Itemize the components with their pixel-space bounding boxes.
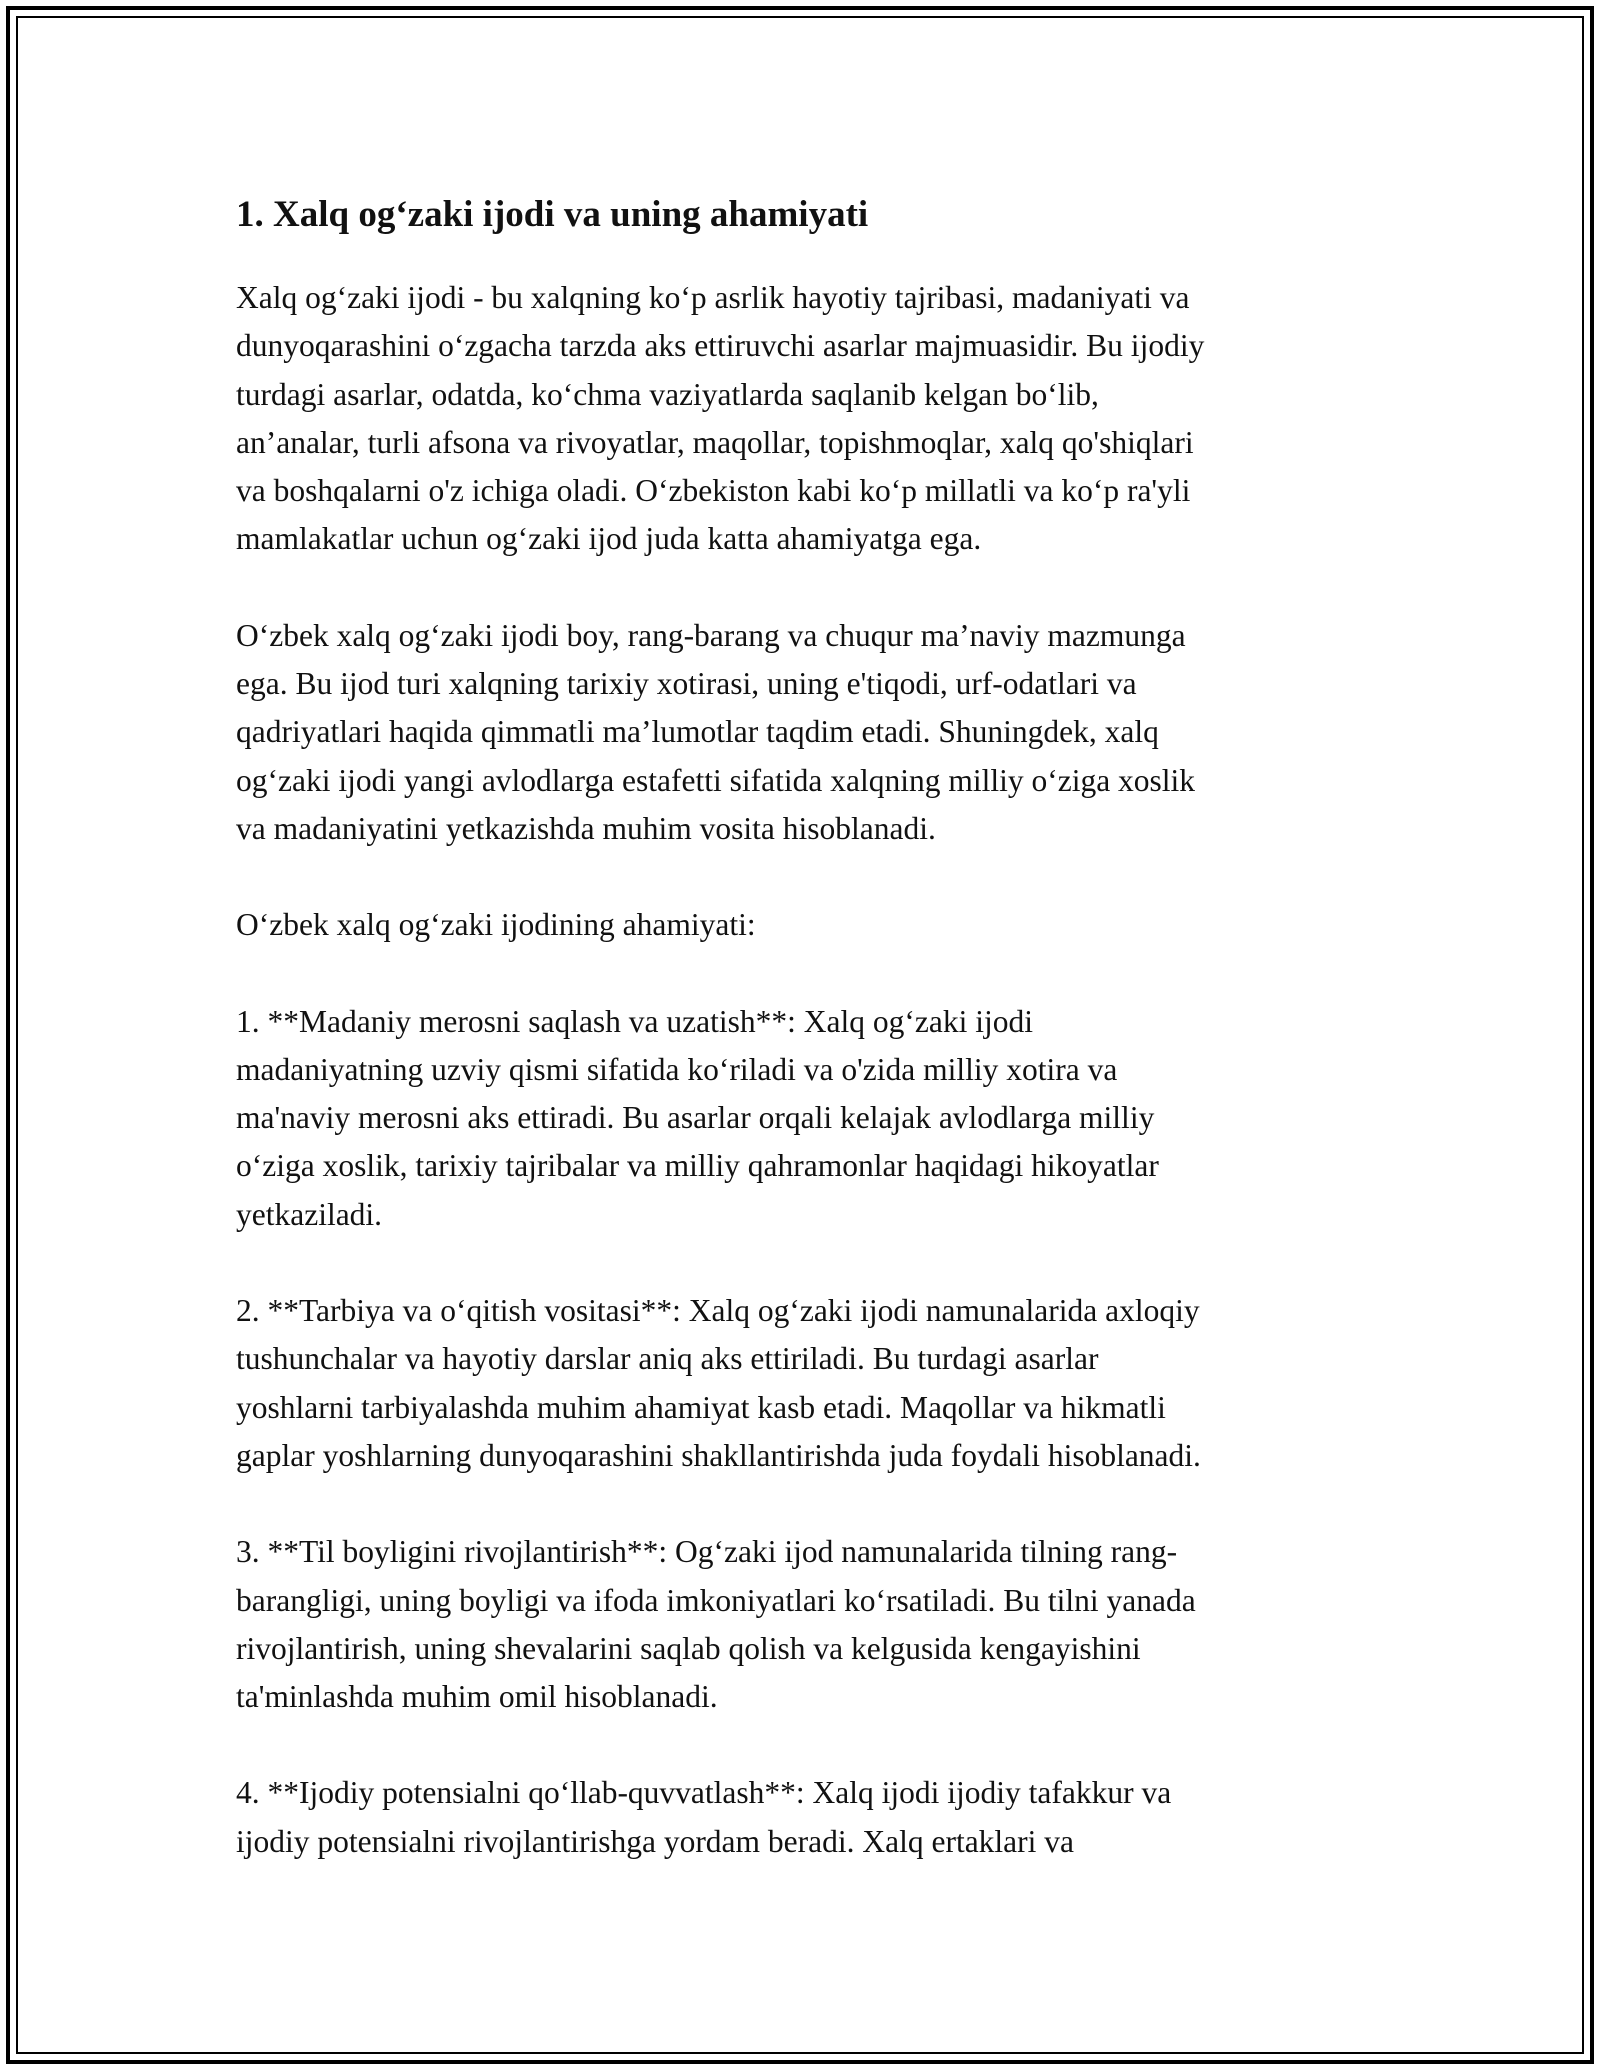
list-item-4: 4. **Ijodiy potensialni qo‘llab-quvvatlash**: Xalq ijodi ijodiy tafakkur va ijodiy potensialni rivojlantirishga yordam beradi. Xalq ertaklari va — [236, 1775, 1172, 1859]
list-heading: O‘zbek xalq og‘zaki ijodining ahamiyati: — [236, 907, 756, 943]
paragraph-intro: Xalq og‘zaki ijodi - bu xalqning ko‘p asrlik hayotiy tajribasi, madaniyati va dunyoqarashini o‘zgacha tarzda aks ettiruvchi asarlar majmuasidir. Bu ijodiy turdagi asarlar, odatda, ko‘chma vaziyatlarda saqlanib kelgan bo‘lib, an’analar, turli afsona va rivoyatlar, maqollar, topishmoqlar, xalq qo'shiqlari va boshqalarni o'z ichiga oladi. O‘zbekiston kabi ko‘p millatli va ko‘p ra'yli mamlakatlar uchun og‘zaki ijod juda katta ahamiyatga ega. — [236, 280, 1205, 557]
document-body — [236, 186, 1396, 1866]
section-heading: 1. Xalq og‘zaki ijodi va uning ahamiyati — [236, 194, 869, 235]
paragraph-uzbek-folklore: O‘zbek xalq og‘zaki ijodi boy, rang-barang va chuqur ma’naviy mazmunga ega. Bu ijod turi xalqning tarixiy xotirasi, uning e'tiqodi, urf-odatlari va qadriyatlari haqida qimmatli ma’lumotlar taqdim etadi. Shuningdek, xalq og‘zaki ijodi yangi avlodlarga estafetti sifatida xalqning milliy o‘ziga xoslik va madaniyatini yetkazishda muhim vosita hisoblanadi. — [236, 617, 1196, 846]
list-item-3: 3. **Til boyligini rivojlantirish**: Og‘zaki ijod namunalarida tilning rang- barangligi, uning boyligi va ifoda imkoniyatlari ko‘rsatiladi. Bu tilni yanada rivojlantirish, uning shevalarini saqlab qolish va kelgusida kengayishini ta'minlashda muhim omil hisoblanadi. — [236, 1534, 1196, 1715]
list-item-2: 2. **Tarbiya va o‘qitish vositasi**: Xalq og‘zaki ijodi namunalarida axloqiy tushunchalar va hayotiy darslar aniq aks ettiriladi. Bu turdagi asarlar yoshlarni tarbiyalashda muhim ahamiyat kasb etadi. Maqollar va hikmatli gaplar yoshlarning dunyoqarashini shakllantirishda juda foydali hisoblanadi. — [236, 1293, 1201, 1473]
list-item-1: 1. **Madaniy merosni saqlash va uzatish**: Xalq og‘zaki ijodi madaniyatning uzviy qismi sifatida ko‘riladi va o'zida milliy xotira va ma'naviy merosni aks ettiradi. Bu asarlar orqali kelajak avlodlarga milliy o‘ziga xoslik, tarixiy tajribalar va milliy qahramonlar haqidagi hikoyatlar yetkaziladi. — [236, 1003, 1159, 1232]
